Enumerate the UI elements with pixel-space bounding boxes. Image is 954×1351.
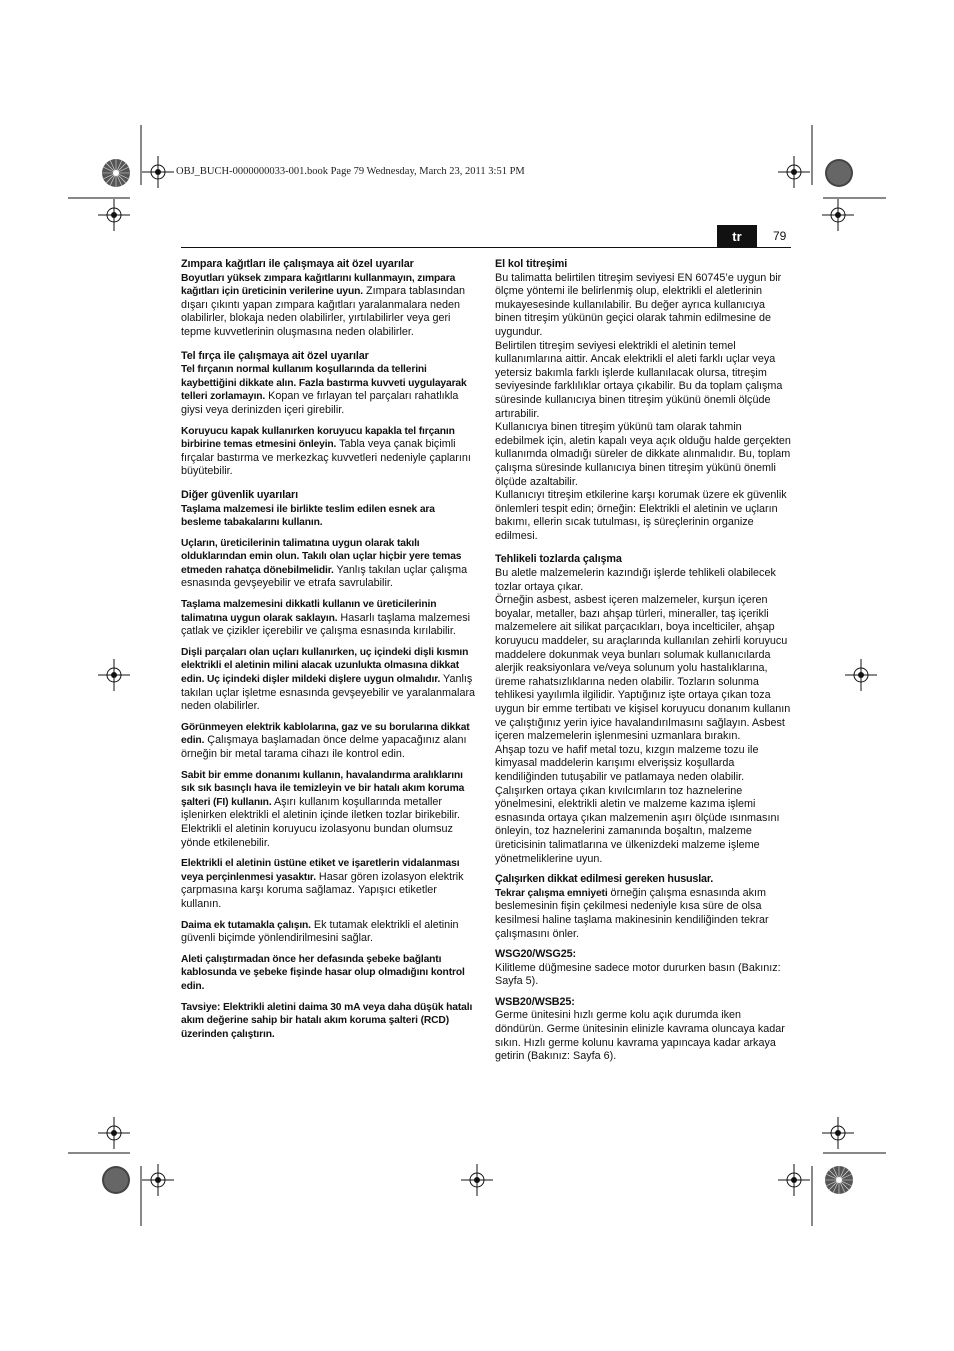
- left-column: [181, 258, 476, 1048]
- header-rule: [181, 247, 791, 248]
- paragraph: Daima ek tutamakla çalışın. Ek tutamak elektrikli el aletinin güvenli biçimde yönlendirilmesini sağlar.: [181, 918, 459, 945]
- section-title-dust: Tehlikeli tozlarda çalışma: [495, 553, 622, 566]
- file-info-header: OBJ_BUCH-0000000033-001.book Page 79 Wednesday, March 23, 2011 3:51 PM: [176, 166, 525, 177]
- paragraph: Aleti çalıştırmadan önce her defasında şebeke bağlantı kablosunda ve şebeke fişinde hasar olup olmadığını kontrol edin.: [181, 953, 465, 992]
- paragraph: Görünmeyen elektrik kablolarına, gaz ve su borularına dikkat edin. Çalışmaya başlamadan önce delme yapacağınız alanı örneğin bir metal tarama cihazı ile kontrol edin.: [181, 721, 470, 760]
- paragraph: Tavsiye: Elektrikli aletini daima 30 mA veya daha düşük hatalı akım değerine sahip bir hatalı akım koruma şalteri (RCD) üzerinden çalıştırın.: [181, 1001, 473, 1040]
- paragraph: Tel fırçanın normal kullanım koşullarında da tellerini kaybettiğini dikkate alın. Fazla bastırma kuvveti uygulayarak telleri zorlamayın. Kopan ve fırlayan tel parçaları rahatlıkla giysi veya derinizden içeri girebilir.: [181, 364, 467, 416]
- paragraph: Elektrikli el aletinin üstüne etiket ve işaretlerin vidalanması veya perçinlenmesi yasaktır. Hasar gören izolasyon elektrik çarpmasına karşı koruma sağlamaz. Yapışıcı etiketler kullanın.: [181, 858, 464, 910]
- paragraph: Örneğin asbest, asbest içeren malzemeler, kurşun içeren boyalar, metaller, bazı ahşap türleri, mineraller, taş içerikli malzemelere ait silikat parçacıkları, boya incelticiler, ahşap koruyucu maddeler, su araçlarında kullanılan zehirli koruyucu maddelere dokunmak veya bunları solumak kullanıcılarda alerjik reaksiyonlara ve/veya solunum yolu hastalıklarına, üreme rahatsızlıklarına neden olabilir. Tozların solunma tehlikesi yayılımla ilgilidir. Yaptığınız işte ortaya çıkan toza uygun bir emme tertibatı ve kişisel koruyucu donanım kullanın ve çalıştığınız yerin iyice havalandırılmasını sağlayın. Asbest içeren malzemelerin işlenmesini uzmanlara bırakın.: [495, 594, 791, 743]
- language-tab: tr: [717, 225, 757, 247]
- paragraph: Kullanıcıya binen titreşim yükünü tam olarak tahmin edebilmek için, aletin kapalı veya açık olduğu halde gerçekten kullanımda olmadığı süreler de dikkate alınmalıdır. Bu, toplam çalışma süresinde kullanıcıya binen titreşim yükünü önemli ölçüde azaltabilir.: [495, 421, 791, 488]
- page-number: 79: [773, 229, 787, 243]
- paragraph: Germe ünitesini hızlı germe kolu açık durumda iken döndürün. Germe ünitesinin elinizle kavrama oluncaya kadar sıkın. Hızlı germe kolunu kavrama yapıncaya kadar arkaya getirin (Bakınız: Sayfa 6).: [495, 1009, 785, 1063]
- right-column: [495, 258, 791, 1071]
- section-title-sanding: Zımpara kağıtları ile çalışmaya ait özel uyarılar: [181, 258, 414, 270]
- paragraph: Kilitleme düğmesine sadece motor dururken basın (Bakınız: Sayfa 5).: [495, 961, 781, 988]
- paragraph: Tekrar çalışma emniyeti örneğin çalışma esnasında akım beslemesinin fişin çekilmesi nedeniyle kısa süre de olsa kesilmesi haline taşlama makinesinin kendiliğinden tekrar çalışmasını önler.: [495, 886, 769, 940]
- paragraph: Sabit bir emme donanımı kullanın, havalandırma aralıklarını sık sık basınçlı hava ile temizleyin ve bir hatalı akım koruma şalteri (FI) kullanın. Aşırı kullanım koşullarında metaller işlenirken elektrikli el aletinin içinde iletken tozlar birikebilir. Elektrikli el aletinin koruyucu izolasyonu bundan olumsuz yönde etkilenebilir.: [181, 769, 465, 849]
- paragraph: Belirtilen titreşim seviyesi elektrikli el aletinin temel kullanımlarına aittir. Ancak elektrikli el aleti farklı uçlar veya yetersiz bakımla farklı işlerde kullanılacak olursa, titreşim seviyesinde farklılıklar ortaya çıkabilir. Bu da toplam çalışma süresinde kullanıcıya binen titreşim yükünü önemli ölçüde artırabilir.: [495, 339, 783, 420]
- model-heading-wsg: WSG20/WSG25:: [495, 948, 576, 961]
- paragraph: Boyutları yüksek zımpara kağıtlarını kullanmayın, zımpara kağıtları için üreticinin verilerine uyun. Zımpara tablasından dışarı çıkıntı yapan zımpara kağıtları yaralanmalara neden olabilirler, blokaja neden olabilirler, yırtılabilirler veya geri tepme kuvvetlerinin oluşmasına neden olabilirler.: [181, 272, 465, 338]
- paragraph: Bu talimatta belirtilen titreşim seviyesi EN 60745’e uygun bir ölçme yöntemi ile belirlenmiş olup, elektrikli el aletlerinin mukayesesinde kullanılabilir. Bu değer ayrıca kullanıcıya binen titreşim yükünün geçici olarak tahmin edilmesine de uygundur.: [495, 271, 782, 338]
- section-title-wire-brush: Tel fırça ile çalışmaya ait özel uyarılar: [181, 349, 369, 362]
- paragraph: Koruyucu kapak kullanırken koruyucu kapakla tel fırçanın birbirine temas etmesini önleyin. Tabla veya çanak biçimli fırçalar bastırma ve merkezkaç kuvvetleri nedeniyle çaplarını büyütebilir.: [181, 425, 471, 478]
- paragraph: Ahşap tozu ve hafif metal tozu, kızgın malzeme tozu ile kimyasal maddelerin karışımı elverişsiz koşullarda kendiliğinden tutuşabilir ve patlamaya neden olabilir. Çalışırken ortaya çıkan kıvılcımların toz haznelerine yönelmesini, elektrikli aletin ve malzeme kazıma işlemi esnasında ortaya çıkan malzemenin aşırı ölçüde ısınmasını önleyin, toz haznelerini zamanında boşaltın, malzeme üreticisinin talimatlarına ve ülkenizdeki malzeme işleme yönetmeliklerine uyun.: [495, 743, 780, 865]
- section-title-other-warnings: Diğer güvenlik uyarıları: [181, 488, 299, 501]
- paragraph: Kullanıcıyı titreşim etkilerine karşı korumak üzere ek güvenlik önlemleri tespit edin; örneğin: Elektrikli el aletinin ve uçların bakımı, ellerin sıcak tutulması, iş süreçlerinin organize edilmesi.: [495, 489, 787, 542]
- section-title-vibration: El kol titreşimi: [495, 258, 568, 270]
- section-title-operation: Çalışırken dikkat edilmesi gereken hususlar.: [495, 873, 714, 886]
- paragraph: Bu aletle malzemelerin kazındığı işlerde tehlikeli olabilecek tozlar ortaya çıkar.: [495, 567, 776, 593]
- paragraph: Taşlama malzemesini dikkatli kullanın ve üreticilerinin talimatına uygun olarak saklayın. Hasarlı taşlama malzemesi çatlak ve çizikler içerebilir ve çalışma esnasında kırılabilir.: [181, 599, 471, 638]
- paragraph: Dişli parçaları olan uçları kullanırken, uç içindeki dişli kısmın elektrikli el aletinin milini alacak uzunlukta olmasına dikkat edin. Uç içindeki dişler mildeki dişlere uygun olmalıdır. Yanlış takılan uçlar işletme esnasında gevşeyebilir ve yaralanmalara neden olabilirler.: [181, 646, 476, 713]
- model-heading-wsb: WSB20/WSB25:: [495, 995, 575, 1008]
- paragraph: Uçların, üreticilerinin talimatına uygun olarak takılı olduklarından emin olun. Takılı olan uçlar hiçbir yere temas etmeden rahatça dönebilmelidir. Yanlış takılan uçlar çalışma esnasında gevşeyebilir ve etrafa savrulabilir.: [181, 537, 468, 590]
- paragraph: Taşlama malzemesi ile birlikte teslim edilen esnek ara besleme tabakalarını kullanın.: [181, 503, 435, 529]
